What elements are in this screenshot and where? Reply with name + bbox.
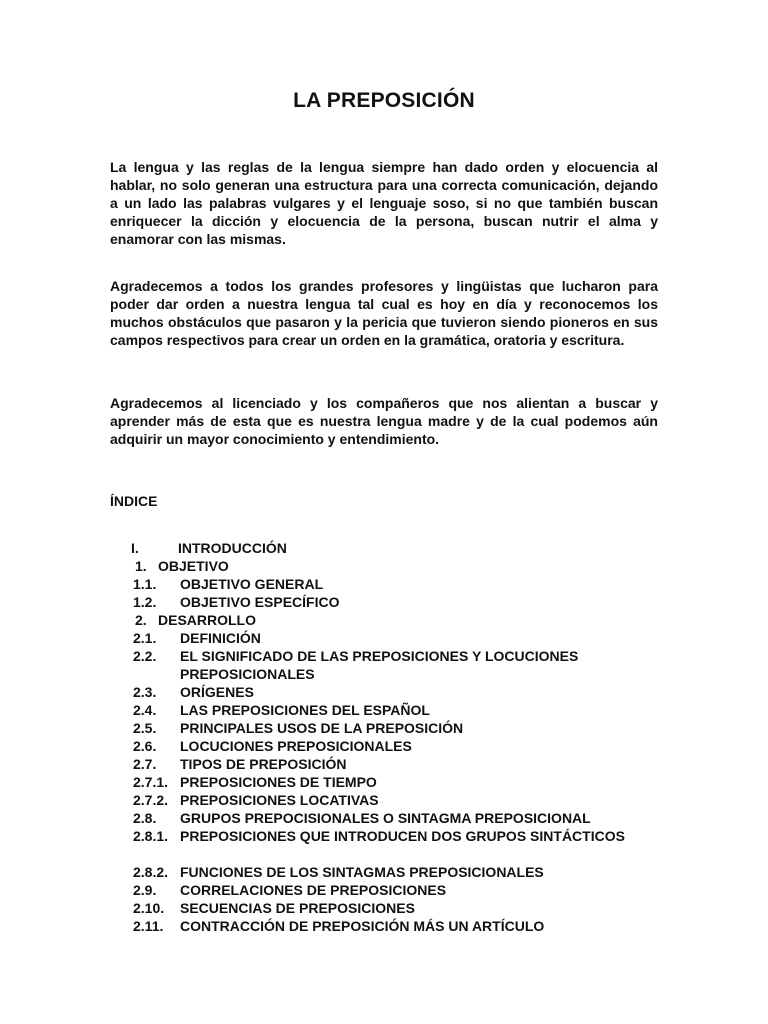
toc-item-number: 2.7. xyxy=(133,756,157,772)
toc-item-number: 1. xyxy=(135,558,147,574)
toc-item-title: GRUPOS PREPOCISIONALES O SINTAGMA PREPOSICIONAL xyxy=(180,810,591,826)
toc-item-title: PREPOSICIONES QUE INTRODUCEN DOS GRUPOS SINTÁCTICOS xyxy=(180,828,625,844)
toc-item xyxy=(0,917,768,935)
toc-item-title: OBJETIVO xyxy=(158,558,229,574)
toc-item-title: PREPOSICIONES LOCATIVAS xyxy=(180,792,379,808)
toc-item-title: PREPOSICIONES DE TIEMPO xyxy=(180,774,377,790)
toc-item-title: OBJETIVO ESPECÍFICO xyxy=(180,594,340,610)
toc-item xyxy=(0,557,768,575)
toc-item-number: 2.1. xyxy=(133,630,157,646)
toc-item-title: TIPOS DE PREPOSICIÓN xyxy=(180,756,347,772)
table-of-contents xyxy=(0,539,768,935)
intro-paragraph-2: Agradecemos a todos los grandes profesores y lingüistas que lucharon para poder dar orden a nuestra lengua tal cual es hoy en día y reconocemos los muchos obstáculos que pasaron y la pericia que tuvieron siendo pioneros en sus campos respectivos para crear un orden en la gramática, oratoria y escritura. xyxy=(110,278,658,348)
toc-item-title: INTRODUCCIÓN xyxy=(178,540,287,556)
toc-item-number: I. xyxy=(131,540,139,556)
toc-item-title: OBJETIVO GENERAL xyxy=(180,576,324,592)
toc-item xyxy=(0,593,768,611)
toc-item-title: CONTRACCIÓN DE PREPOSICIÓN MÁS UN ARTÍCULO xyxy=(180,918,545,934)
toc-item xyxy=(0,737,768,755)
toc-item-title: ORÍGENES xyxy=(180,684,254,700)
toc-item-title: PRINCIPALES USOS DE LA PREPOSICIÓN xyxy=(180,720,464,736)
toc-item-number: 1.2. xyxy=(133,594,157,610)
toc-item xyxy=(0,899,768,917)
toc-item-number: 2.2. xyxy=(133,648,157,664)
index-heading: ÍNDICE xyxy=(110,493,158,509)
toc-item-number: 2.4. xyxy=(133,702,157,718)
toc-item xyxy=(0,539,768,557)
toc-item-number: 2.8.2. xyxy=(133,864,169,880)
intro-paragraph-1: La lengua y las reglas de la lengua siempre han dado orden y elocuencia al hablar, no solo generan una estructura para una correcta comunicación, dejando a un lado las palabras vulgares y el lenguaje soso, si no que también buscan enriquecer la dicción y elocuencia de la persona, buscan nutrir el alma y enamorar con las mismas. xyxy=(110,159,658,247)
toc-item-title: DEFINICIÓN xyxy=(180,630,261,646)
toc-item-number: 2.8.1. xyxy=(133,828,169,844)
toc-item xyxy=(0,791,768,809)
toc-item-number: 2.6. xyxy=(133,738,157,754)
toc-item xyxy=(0,575,768,593)
toc-item-number: 2.7.1. xyxy=(133,774,169,790)
toc-item xyxy=(0,611,768,629)
toc-item xyxy=(0,683,768,701)
intro-paragraph-3: Agradecemos al licenciado y los compañeros que nos alientan a buscar y aprender más de esta que es nuestra lengua madre y de la cual podemos aún adquirir un mayor conocimiento y entendimiento. xyxy=(110,395,658,447)
toc-item-number: 2.9. xyxy=(133,882,157,898)
toc-item xyxy=(0,719,768,737)
toc-item xyxy=(0,827,768,863)
toc-item-title: FUNCIONES DE LOS SINTAGMAS PREPOSICIONALES xyxy=(180,864,544,880)
toc-item-number: 2.11. xyxy=(133,918,164,934)
toc-item xyxy=(0,881,768,899)
toc-item-number: 1.1. xyxy=(133,576,157,592)
toc-item xyxy=(0,773,768,791)
toc-item-title: SECUENCIAS DE PREPOSICIONES xyxy=(180,900,415,916)
document-title: LA PREPOSICIÓN xyxy=(293,89,475,112)
toc-item xyxy=(0,647,768,683)
toc-item-number: 2.5. xyxy=(133,720,157,736)
toc-item xyxy=(0,863,768,881)
toc-item-title: CORRELACIONES DE PREPOSICIONES xyxy=(180,882,447,898)
toc-item-title: LOCUCIONES PREPOSICIONALES xyxy=(180,738,412,754)
toc-item-number: 2.7.2. xyxy=(133,792,169,808)
toc-item-title: LAS PREPOSICIONES DEL ESPAÑOL xyxy=(180,702,430,718)
toc-item-title: DESARROLLO xyxy=(158,612,256,628)
toc-item-number: 2.10. xyxy=(133,900,165,916)
toc-item xyxy=(0,809,768,827)
toc-item xyxy=(0,701,768,719)
toc-item-number: 2. xyxy=(135,612,147,628)
toc-item-title: EL SIGNIFICADO DE LAS PREPOSICIONES Y LOCUCIONES PREPOSICIONALES xyxy=(180,648,579,682)
toc-item xyxy=(0,629,768,647)
toc-item xyxy=(0,755,768,773)
toc-item-number: 2.8. xyxy=(133,810,157,826)
toc-item-number: 2.3. xyxy=(133,684,157,700)
